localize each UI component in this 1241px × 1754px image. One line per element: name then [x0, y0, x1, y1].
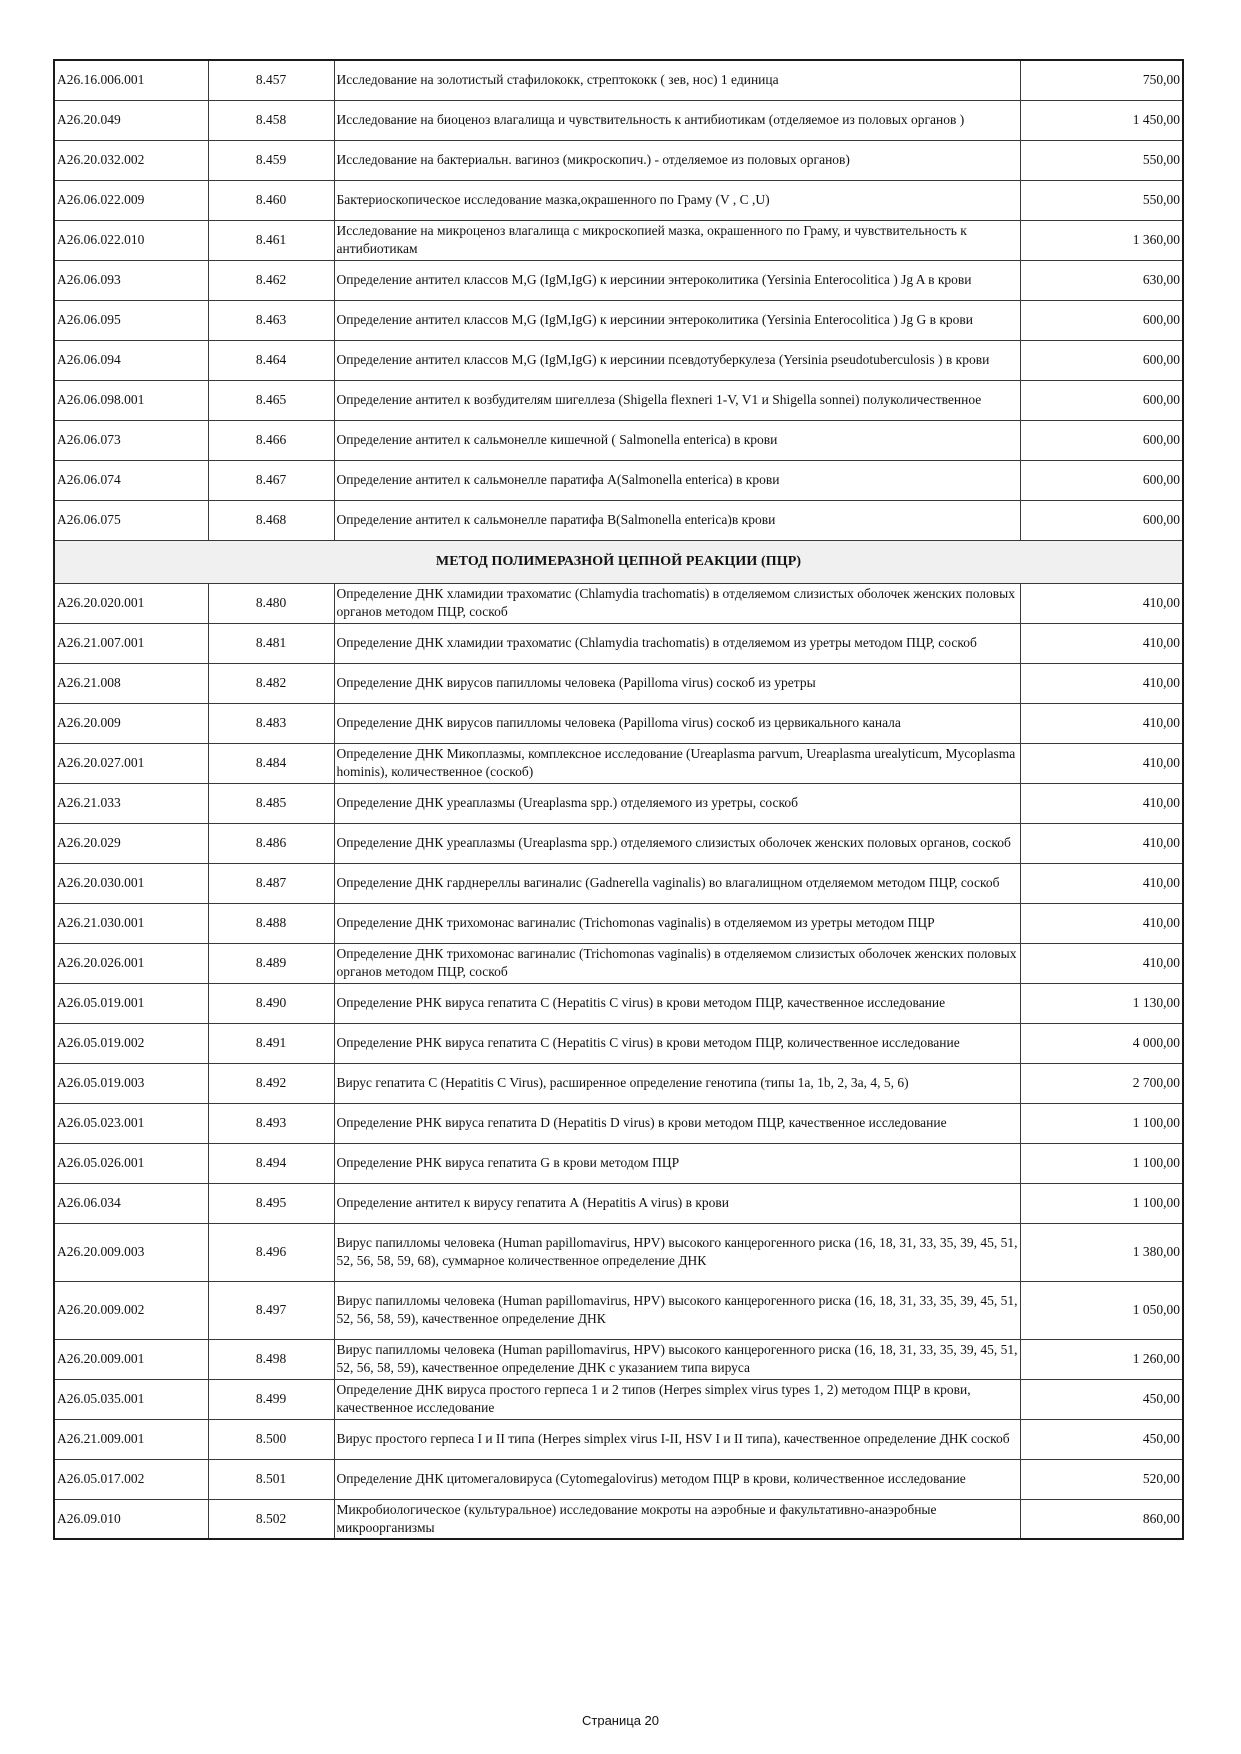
service-description: Определение антител классов M,G (IgM,IgG) к иерсинии энтероколитика (Yersinia Enterocolitica ) Jg G в крови	[334, 300, 1020, 340]
table-row	[54, 663, 1183, 703]
service-code: A26.06.022.009	[54, 180, 208, 220]
item-number: 8.485	[208, 783, 334, 823]
service-description: Определение ДНК хламидии трахоматис (Chlamydia trachomatis) в отделяемом слизистых оболочек женских половых органов методом ПЦР, соскоб	[334, 583, 1020, 623]
table-row	[54, 420, 1183, 460]
service-code: A26.21.030.001	[54, 903, 208, 943]
service-description: Определение антител к сальмонелле кишечной ( Salmonella enterica) в крови	[334, 420, 1020, 460]
service-price: 2 700,00	[1020, 1063, 1183, 1103]
item-number: 8.460	[208, 180, 334, 220]
table-row	[54, 500, 1183, 540]
service-description: Определение антител к вирусу гепатита А (Hepatitis A virus) в крови	[334, 1183, 1020, 1223]
service-price: 1 360,00	[1020, 220, 1183, 260]
service-price: 860,00	[1020, 1499, 1183, 1539]
service-code: A26.21.033	[54, 783, 208, 823]
item-number: 8.463	[208, 300, 334, 340]
item-number: 8.465	[208, 380, 334, 420]
service-code: A26.20.027.001	[54, 743, 208, 783]
service-description: Вирус папилломы человека (Human papillomavirus, HPV) высокого канцерогенного риска (16, 18, 31, 33, 35, 39, 45, 51, 52, 56, 58, 59, 68), суммарное количественное определение ДНК	[334, 1223, 1020, 1281]
item-number: 8.501	[208, 1459, 334, 1499]
section-title: МЕТОД ПОЛИМЕРАЗНОЙ ЦЕПНОЙ РЕАКЦИИ (ПЦР)	[54, 540, 1183, 583]
table-row	[54, 1143, 1183, 1183]
service-price: 1 450,00	[1020, 100, 1183, 140]
service-description: Определение РНК вируса гепатита G в крови методом ПЦР	[334, 1143, 1020, 1183]
service-code: A26.20.049	[54, 100, 208, 140]
service-description: Определение ДНК гарднереллы вагиналис (Gadnerella vaginalis) во влагалищном отделяемом методом ПЦР, соскоб	[334, 863, 1020, 903]
service-code: A26.20.020.001	[54, 583, 208, 623]
item-number: 8.502	[208, 1499, 334, 1539]
service-price: 410,00	[1020, 903, 1183, 943]
service-price: 600,00	[1020, 300, 1183, 340]
item-number: 8.483	[208, 703, 334, 743]
service-code: A26.05.017.002	[54, 1459, 208, 1499]
service-price: 520,00	[1020, 1459, 1183, 1499]
service-price: 600,00	[1020, 500, 1183, 540]
table-row	[54, 1103, 1183, 1143]
service-price: 600,00	[1020, 460, 1183, 500]
item-number: 8.482	[208, 663, 334, 703]
table-row	[54, 863, 1183, 903]
service-price: 1 100,00	[1020, 1103, 1183, 1143]
item-number: 8.464	[208, 340, 334, 380]
table-row	[54, 1459, 1183, 1499]
item-number: 8.498	[208, 1339, 334, 1379]
item-number: 8.467	[208, 460, 334, 500]
service-code: A26.05.035.001	[54, 1379, 208, 1419]
item-number: 8.490	[208, 983, 334, 1023]
service-code: A26.20.032.002	[54, 140, 208, 180]
table-row	[54, 1183, 1183, 1223]
service-description: Определение ДНК вирусов папилломы человека (Papilloma virus) соскоб из цервикального канала	[334, 703, 1020, 743]
service-price: 1 260,00	[1020, 1339, 1183, 1379]
service-price: 410,00	[1020, 583, 1183, 623]
service-code: A26.20.009.001	[54, 1339, 208, 1379]
service-code: A26.21.009.001	[54, 1419, 208, 1459]
service-code: A26.20.009.002	[54, 1281, 208, 1339]
table-row	[54, 623, 1183, 663]
item-number: 8.497	[208, 1281, 334, 1339]
service-price: 450,00	[1020, 1379, 1183, 1419]
service-code: A26.06.073	[54, 420, 208, 460]
item-number: 8.492	[208, 1063, 334, 1103]
item-number: 8.488	[208, 903, 334, 943]
service-description: Определение РНК вируса гепатита С (Hepatitis C virus) в крови методом ПЦР, качественное исследование	[334, 983, 1020, 1023]
service-description: Вирус папилломы человека (Human papillomavirus, HPV) высокого канцерогенного риска (16, 18, 31, 33, 35, 39, 45, 51, 52, 56, 58, 59), качественное определение ДНК	[334, 1281, 1020, 1339]
service-price: 600,00	[1020, 380, 1183, 420]
service-description: Определение ДНК цитомегаловируса (Cytomegalovirus) методом ПЦР в крови, количественное исследование	[334, 1459, 1020, 1499]
table-row	[54, 1379, 1183, 1419]
service-description: Определение ДНК уреаплазмы (Ureaplasma spp.) отделяемого слизистых оболочек женских половых органов, соскоб	[334, 823, 1020, 863]
table-row	[54, 943, 1183, 983]
service-description: Определение антител к возбудителям шигеллеза (Shigella flexneri 1-V, V1 и Shigella sonnei) полуколичественное	[334, 380, 1020, 420]
service-code: A26.06.074	[54, 460, 208, 500]
item-number: 8.457	[208, 60, 334, 100]
service-code: A26.20.009	[54, 703, 208, 743]
service-code: A26.05.019.003	[54, 1063, 208, 1103]
item-number: 8.493	[208, 1103, 334, 1143]
table-row	[54, 1223, 1183, 1281]
service-code: A26.20.026.001	[54, 943, 208, 983]
service-description: Определение ДНК Микоплазмы, комплексное исследование (Ureaplasma parvum, Ureaplasma urealyticum, Mycoplasma hominis), количественное (соскоб)	[334, 743, 1020, 783]
table-body-after-section	[54, 583, 1183, 1539]
service-description: Определение ДНК вируса простого герпеса 1 и 2 типов (Herpes simplex virus types 1, 2) методом ПЦР в крови, качественное исследование	[334, 1379, 1020, 1419]
service-description: Бактериоскопическое исследование мазка,окрашенного по Граму (V , C ,U)	[334, 180, 1020, 220]
service-description: Определение антител классов M,G (IgM,IgG) к иерсинии энтероколитика (Yersinia Enterocolitica ) Jg A в крови	[334, 260, 1020, 300]
service-price: 1 100,00	[1020, 1183, 1183, 1223]
table-row	[54, 1339, 1183, 1379]
service-description: Определение ДНК вирусов папилломы человека (Papilloma virus) соскоб из уретры	[334, 663, 1020, 703]
service-price: 450,00	[1020, 1419, 1183, 1459]
table-row	[54, 100, 1183, 140]
service-description: Микробиологическое (культуральное) исследование мокроты на аэробные и факультативно-анаэробные микроорганизмы	[334, 1499, 1020, 1539]
table-row	[54, 1023, 1183, 1063]
page-number: Страница 20	[582, 1713, 659, 1728]
price-list-table	[53, 59, 1184, 1540]
table-section-header	[54, 540, 1183, 583]
service-price: 410,00	[1020, 783, 1183, 823]
table-row	[54, 1419, 1183, 1459]
table-row	[54, 340, 1183, 380]
table-row	[54, 1281, 1183, 1339]
service-price: 410,00	[1020, 623, 1183, 663]
table-row	[54, 60, 1183, 100]
service-price: 410,00	[1020, 943, 1183, 983]
service-description: Вирус папилломы человека (Human papillomavirus, HPV) высокого канцерогенного риска (16, 18, 31, 33, 35, 39, 45, 51, 52, 56, 58, 59), качественное определение ДНК с указанием типа вируса	[334, 1339, 1020, 1379]
item-number: 8.458	[208, 100, 334, 140]
service-code: A26.05.019.002	[54, 1023, 208, 1063]
service-price: 410,00	[1020, 823, 1183, 863]
service-description: Определение ДНК трихомонас вагиналис (Trichomonas vaginalis) в отделяемом из уретры методом ПЦР	[334, 903, 1020, 943]
service-code: A26.06.034	[54, 1183, 208, 1223]
item-number: 8.496	[208, 1223, 334, 1281]
service-code: A26.06.094	[54, 340, 208, 380]
service-price: 750,00	[1020, 60, 1183, 100]
service-code: A26.20.030.001	[54, 863, 208, 903]
service-description: Определение ДНК уреаплазмы (Ureaplasma spp.) отделяемого из уретры, соскоб	[334, 783, 1020, 823]
item-number: 8.459	[208, 140, 334, 180]
service-code: A26.06.022.010	[54, 220, 208, 260]
item-number: 8.494	[208, 1143, 334, 1183]
service-code: A26.06.093	[54, 260, 208, 300]
item-number: 8.466	[208, 420, 334, 460]
service-code: A26.21.007.001	[54, 623, 208, 663]
service-code: A26.16.006.001	[54, 60, 208, 100]
service-price: 1 050,00	[1020, 1281, 1183, 1339]
item-number: 8.461	[208, 220, 334, 260]
service-description: Определение РНК вируса гепатита С (Hepatitis C virus) в крови методом ПЦР, количественное исследование	[334, 1023, 1020, 1063]
table-row	[54, 823, 1183, 863]
service-code: A26.05.019.001	[54, 983, 208, 1023]
service-code: A26.05.023.001	[54, 1103, 208, 1143]
table-body-before-section	[54, 60, 1183, 540]
table-row	[54, 703, 1183, 743]
item-number: 8.491	[208, 1023, 334, 1063]
item-number: 8.481	[208, 623, 334, 663]
service-price: 630,00	[1020, 260, 1183, 300]
service-description: Определение антител к сальмонелле паратифа B(Salmonella enterica)в крови	[334, 500, 1020, 540]
service-description: Определение РНК вируса гепатита D (Hepatitis D virus) в крови методом ПЦР, качественное исследование	[334, 1103, 1020, 1143]
table-row	[54, 1499, 1183, 1539]
service-price: 1 100,00	[1020, 1143, 1183, 1183]
service-price: 600,00	[1020, 340, 1183, 380]
item-number: 8.486	[208, 823, 334, 863]
service-code: A26.20.029	[54, 823, 208, 863]
table-row	[54, 983, 1183, 1023]
service-price: 600,00	[1020, 420, 1183, 460]
service-description: Определение антител к сальмонелле паратифа A(Salmonella enterica) в крови	[334, 460, 1020, 500]
service-description: Определение ДНК хламидии трахоматис (Chlamydia trachomatis) в отделяемом из уретры методом ПЦР, соскоб	[334, 623, 1020, 663]
service-code: A26.09.010	[54, 1499, 208, 1539]
section-row	[54, 540, 1183, 583]
service-description: Исследование на микроценоз влагалища с микроскопией мазка, окрашенного по Граму, и чувствительность к антибиотикам	[334, 220, 1020, 260]
service-description: Вирус гепатита C (Hepatitis C Virus), расширенное определение генотипа (типы 1a, 1b, 2, 3a, 4, 5, 6)	[334, 1063, 1020, 1103]
service-price: 1 130,00	[1020, 983, 1183, 1023]
service-code: A26.06.095	[54, 300, 208, 340]
service-price: 410,00	[1020, 863, 1183, 903]
service-description: Исследование на золотистый стафилококк, стрептококк ( зев, нос) 1 единица	[334, 60, 1020, 100]
table-row	[54, 380, 1183, 420]
service-price: 410,00	[1020, 743, 1183, 783]
service-code: A26.05.026.001	[54, 1143, 208, 1183]
service-price: 4 000,00	[1020, 1023, 1183, 1063]
table-row	[54, 180, 1183, 220]
table-row	[54, 460, 1183, 500]
service-code: A26.06.075	[54, 500, 208, 540]
service-price: 550,00	[1020, 180, 1183, 220]
table-row	[54, 300, 1183, 340]
service-price: 410,00	[1020, 663, 1183, 703]
service-description: Вирус простого герпеса I и II типа (Herpes simplex virus I-II, HSV I и II типа), качественное определение ДНК соскоб	[334, 1419, 1020, 1459]
service-price: 550,00	[1020, 140, 1183, 180]
service-description: Определение ДНК трихомонас вагиналис (Trichomonas vaginalis) в отделяемом слизистых оболочек женских половых органов методом ПЦР, соскоб	[334, 943, 1020, 983]
table-row	[54, 743, 1183, 783]
service-price: 1 380,00	[1020, 1223, 1183, 1281]
item-number: 8.468	[208, 500, 334, 540]
item-number: 8.499	[208, 1379, 334, 1419]
service-code: A26.06.098.001	[54, 380, 208, 420]
table-row	[54, 140, 1183, 180]
table-row	[54, 783, 1183, 823]
table-row	[54, 260, 1183, 300]
item-number: 8.480	[208, 583, 334, 623]
table-row	[54, 220, 1183, 260]
table-row	[54, 903, 1183, 943]
service-description: Исследование на бактериальн. вагиноз (микроскопич.) - отделяемое из половых органов)	[334, 140, 1020, 180]
item-number: 8.487	[208, 863, 334, 903]
table-row	[54, 583, 1183, 623]
item-number: 8.462	[208, 260, 334, 300]
service-code: A26.21.008	[54, 663, 208, 703]
item-number: 8.484	[208, 743, 334, 783]
service-price: 410,00	[1020, 703, 1183, 743]
table-row	[54, 1063, 1183, 1103]
item-number: 8.489	[208, 943, 334, 983]
service-code: A26.20.009.003	[54, 1223, 208, 1281]
service-description: Определение антител классов M,G (IgM,IgG) к иерсинии псевдотуберкулеза (Yersinia pseudotuberculosis ) в крови	[334, 340, 1020, 380]
item-number: 8.500	[208, 1419, 334, 1459]
item-number: 8.495	[208, 1183, 334, 1223]
service-description: Исследование на биоценоз влагалища и чувствительность к антибиотикам (отделяемое из половых органов )	[334, 100, 1020, 140]
